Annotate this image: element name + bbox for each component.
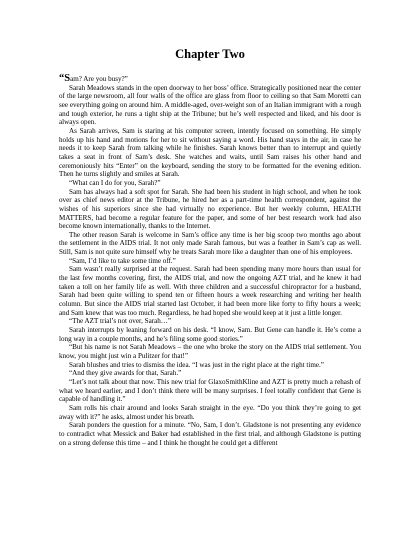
chapter-body: [59, 75, 361, 447]
paragraph: Sarah Meadows stands in the open doorway to her boss’ office. Strategically positioned near the center of the large newsroom, all four walls of the office are glass from floor to ceiling so that Sam Moretti can see everything going on around him. A middle-aged, over-weight son of an Italian immigrant with a rough and tough exterior, he runs a tight ship at the Tribune; but he’s well respected and liked, and his door is always open.: [59, 83, 361, 127]
paragraph: “The AZT trial’s not over, Sarah…”: [69, 317, 172, 326]
paragraph: Sarah interrupts by leaning forward on his desk. “I know, Sam. But Gene can handle it. He’s come a long way in a couple months, and he’s filing some good stories.”: [59, 326, 361, 343]
paragraph: As Sarah arrives, Sam is staring at his computer screen, intently focused on something. He simply holds up his hand and motions for her to sit without saying a word. His hand stays in the air, in case he needs it to keep Sarah from talking while he finishes. Sarah knows better than to interrupt and quietly takes a seat in front of Sam’s desk. She watches and waits, until Sam raises his other hand and ceremoniously hits “Enter” on the keyboard, sending the story to be formatted for the evening edition. Then he turns slightly and smiles at Sarah.: [59, 126, 361, 179]
chapter-title: Chapter Two: [175, 47, 245, 61]
paragraph: “But his name is not Sarah Meadows – the one who broke the story on the AIDS trial settlement. You know, you might just win a Pulitzer for that!”: [59, 343, 361, 360]
paragraph: Sam wasn’t really surprised at the request. Sarah had been spending many more hours than usual for the last few months covering, first, the AIDS trial, and now the ongoing AZT trial, and he knew it had taken a toll on her family life as well. With three children and a successful chiropractor for a husband, Sarah had been quite willing to spend ten or fifteen hours a week researching and writing her health column. But since the AIDS trial started last October, it had been more like forty to fifty hours a week; and Sam knew that was too much. Regardless, he had hoped she would keep at it just a little longer.: [59, 265, 361, 317]
paragraph: Sam has always had a soft spot for Sarah. She had been his student in high school, and when he took over as chief news editor at the Tribune, he hired her as a part-time health correspondent, against the wishes of his superiors since she had virtually no experience. But her weekly column, HEALTH MATTERS, had become a regular feature for the paper, and some of her best research work had also become known internationally, thanks to the Internet.: [59, 187, 361, 231]
paragraph: “Sam, I’d like to take some time off.”: [69, 256, 176, 265]
paragraph: Sarah blushes and tries to dismiss the idea. “I was just in the right place at the right time.”: [69, 360, 324, 369]
paragraph: Sam rolls his chair around and looks Sarah straight in the eye. “Do you think they’re going to get away with it?” he asks, almost under his breath.: [59, 403, 361, 421]
paragraph: Sarah ponders the question for a minute. “No, Sam, I don’t. Gladstone is not presenting any evidence to contradict what Messick and Baker had established in the first trial, and although Gladstone is putting on a strong defense this time – and I think he thought he could get a different: [59, 421, 361, 447]
opening-text: am? Are you busy?”: [70, 75, 128, 83]
paragraph: “And they give awards for that, Sarah.”: [69, 369, 182, 378]
paragraph: “What can I do for you, Sarah?”: [69, 178, 161, 187]
paragraph: “Let’s not talk about that now. This new trial for GlaxoSmithKline and AZT is pretty much a rehash of what we heard earlier, and I don’t think there will be many surprises. I feel totally confident that Gene is capable of handling it.”: [59, 377, 361, 404]
paragraph: The other reason Sarah is welcome in Sam’s office any time is her big scoop two months ago about the settlement in the AIDS trial. It not only made Sarah famous, but was a feather in Sam’s cap as well. Still, Sam is not quite sure himself why he treats Sarah more like a daughter than one of his employees.: [59, 230, 361, 257]
drop-cap: “S: [59, 73, 71, 84]
opening-paragraph: [59, 75, 361, 84]
